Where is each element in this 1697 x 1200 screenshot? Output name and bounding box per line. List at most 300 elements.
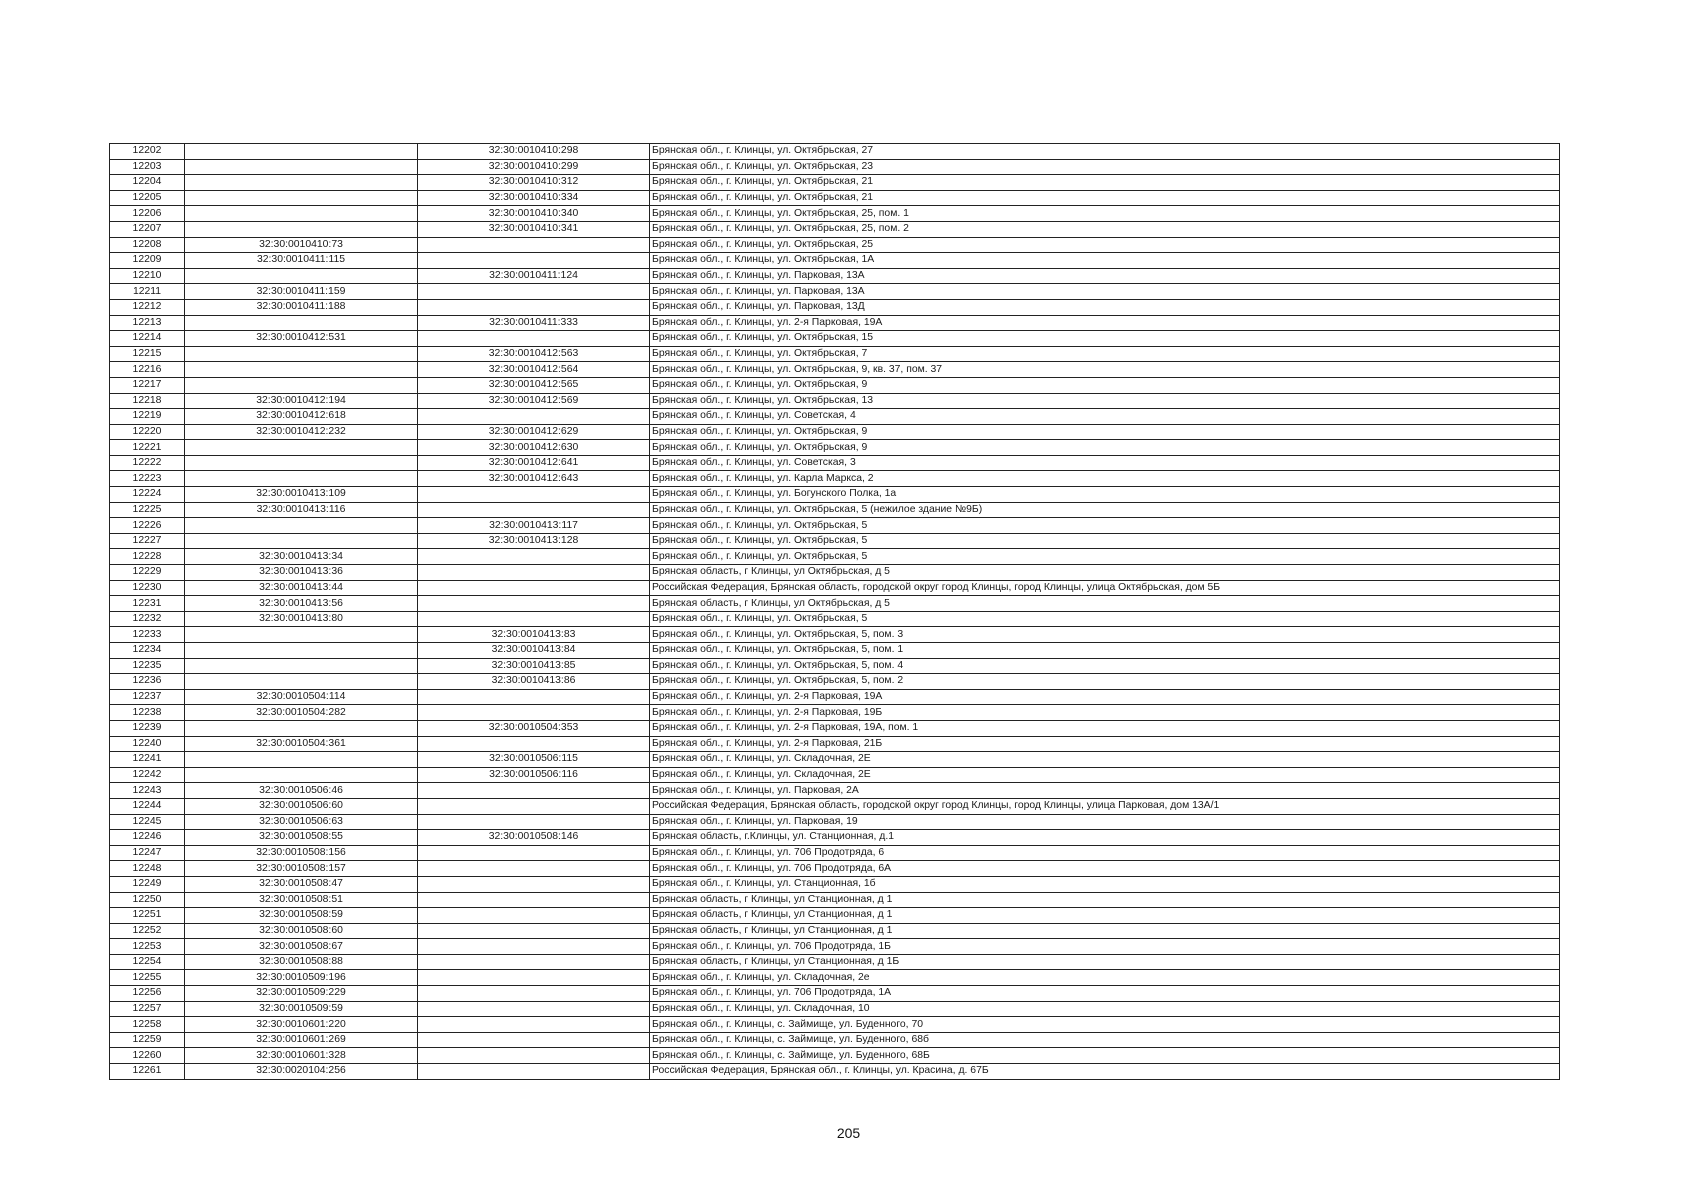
address-cell: Брянская обл., г. Клинцы, ул. Октябрьская, 9 [650, 424, 1560, 440]
address-cell: Российская Федерация, Брянская область, городской округ город Клинцы, город Клинцы, улица Октябрьская, дом 5Б [650, 580, 1560, 596]
registry-table-body [110, 144, 1560, 1080]
table-row [110, 970, 1560, 986]
address-cell: Брянская обл., г. Клинцы, ул. Складочная, 2Е [650, 752, 1560, 768]
building-cadastral-number-cell [418, 736, 650, 752]
land-cadastral-number-cell: 32:30:0010508:156 [185, 845, 418, 861]
building-cadastral-number-cell: 32:30:0010412:641 [418, 455, 650, 471]
address-cell: Брянская обл., г. Клинцы, ул. Октябрьская, 25, пом. 1 [650, 206, 1560, 222]
building-cadastral-number-cell: 32:30:0010412:564 [418, 362, 650, 378]
table-row [110, 939, 1560, 955]
land-cadastral-number-cell: 32:30:0010413:44 [185, 580, 418, 596]
land-cadastral-number-cell: 32:30:0010413:56 [185, 596, 418, 612]
table-row [110, 1001, 1560, 1017]
table-row [110, 362, 1560, 378]
table-row [110, 611, 1560, 627]
land-cadastral-number-cell [185, 190, 418, 206]
land-cadastral-number-cell: 32:30:0010412:618 [185, 409, 418, 425]
row-number-cell: 12245 [110, 814, 185, 830]
table-row [110, 377, 1560, 393]
address-cell: Брянская обл., г. Клинцы, ул. Октябрьская, 21 [650, 190, 1560, 206]
row-number-cell: 12231 [110, 596, 185, 612]
row-number-cell: 12251 [110, 908, 185, 924]
land-cadastral-number-cell: 32:30:0010412:194 [185, 393, 418, 409]
address-cell: Брянская обл., г. Клинцы, ул. Октябрьская, 21 [650, 175, 1560, 191]
land-cadastral-number-cell [185, 377, 418, 393]
row-number-cell: 12259 [110, 1032, 185, 1048]
land-cadastral-number-cell [185, 455, 418, 471]
building-cadastral-number-cell: 32:30:0010410:299 [418, 159, 650, 175]
building-cadastral-number-cell: 32:30:0010413:117 [418, 518, 650, 534]
table-row [110, 892, 1560, 908]
building-cadastral-number-cell [418, 892, 650, 908]
table-row [110, 487, 1560, 503]
table-row [110, 206, 1560, 222]
land-cadastral-number-cell: 32:30:0010601:269 [185, 1032, 418, 1048]
building-cadastral-number-cell [418, 502, 650, 518]
building-cadastral-number-cell: 32:30:0010506:115 [418, 752, 650, 768]
building-cadastral-number-cell: 32:30:0010413:84 [418, 643, 650, 659]
land-cadastral-number-cell: 32:30:0010506:60 [185, 798, 418, 814]
land-cadastral-number-cell: 32:30:0010413:116 [185, 502, 418, 518]
land-cadastral-number-cell [185, 315, 418, 331]
land-cadastral-number-cell: 32:30:0010508:51 [185, 892, 418, 908]
table-row [110, 190, 1560, 206]
address-cell: Брянская обл., г. Клинцы, ул. Октябрьская, 5, пом. 3 [650, 627, 1560, 643]
address-cell: Брянская обл., г. Клинцы, ул. 2-я Парковая, 19Б [650, 705, 1560, 721]
land-cadastral-number-cell: 32:30:0010504:361 [185, 736, 418, 752]
table-row [110, 814, 1560, 830]
row-number-cell: 12223 [110, 471, 185, 487]
address-cell: Брянская обл., г. Клинцы, ул. Октябрьская, 23 [650, 159, 1560, 175]
row-number-cell: 12244 [110, 798, 185, 814]
building-cadastral-number-cell: 32:30:0010506:116 [418, 767, 650, 783]
table-row [110, 752, 1560, 768]
row-number-cell: 12215 [110, 346, 185, 362]
row-number-cell: 12248 [110, 861, 185, 877]
table-row [110, 268, 1560, 284]
table-row [110, 798, 1560, 814]
address-cell: Брянская обл., г. Клинцы, ул. Октябрьская, 9, кв. 37, пом. 37 [650, 362, 1560, 378]
building-cadastral-number-cell: 32:30:0010412:643 [418, 471, 650, 487]
table-row [110, 783, 1560, 799]
building-cadastral-number-cell: 32:30:0010412:565 [418, 377, 650, 393]
row-number-cell: 12255 [110, 970, 185, 986]
building-cadastral-number-cell [418, 1017, 650, 1033]
row-number-cell: 12208 [110, 237, 185, 253]
row-number-cell: 12212 [110, 299, 185, 315]
row-number-cell: 12230 [110, 580, 185, 596]
row-number-cell: 12256 [110, 986, 185, 1002]
address-cell: Брянская обл., г. Клинцы, ул. 706 Продотряда, 6А [650, 861, 1560, 877]
land-cadastral-number-cell: 32:30:0010509:196 [185, 970, 418, 986]
land-cadastral-number-cell [185, 627, 418, 643]
row-number-cell: 12257 [110, 1001, 185, 1017]
table-row [110, 767, 1560, 783]
table-row [110, 424, 1560, 440]
table-row [110, 596, 1560, 612]
building-cadastral-number-cell [418, 876, 650, 892]
row-number-cell: 12260 [110, 1048, 185, 1064]
building-cadastral-number-cell: 32:30:0010412:563 [418, 346, 650, 362]
table-row [110, 440, 1560, 456]
land-cadastral-number-cell: 32:30:0010410:73 [185, 237, 418, 253]
land-cadastral-number-cell [185, 518, 418, 534]
table-row [110, 175, 1560, 191]
land-cadastral-number-cell: 32:30:0010508:55 [185, 830, 418, 846]
table-row [110, 471, 1560, 487]
address-cell: Брянская область, г Клинцы, ул Станционная, д 1 [650, 892, 1560, 908]
table-row [110, 299, 1560, 315]
land-cadastral-number-cell: 32:30:0010509:229 [185, 986, 418, 1002]
table-row [110, 845, 1560, 861]
building-cadastral-number-cell [418, 939, 650, 955]
building-cadastral-number-cell: 32:30:0010412:630 [418, 440, 650, 456]
table-row [110, 954, 1560, 970]
table-row [110, 705, 1560, 721]
row-number-cell: 12219 [110, 409, 185, 425]
table-row [110, 923, 1560, 939]
row-number-cell: 12242 [110, 767, 185, 783]
address-cell: Брянская обл., г. Клинцы, ул. Станционная, 1б [650, 876, 1560, 892]
address-cell: Брянская обл., г. Клинцы, ул. Октябрьская, 5 (нежилое здание №9Б) [650, 502, 1560, 518]
building-cadastral-number-cell: 32:30:0010410:298 [418, 144, 650, 160]
address-cell: Брянская обл., г. Клинцы, ул. Октябрьская, 15 [650, 331, 1560, 347]
table-row [110, 861, 1560, 877]
building-cadastral-number-cell [418, 1064, 650, 1080]
building-cadastral-number-cell [418, 689, 650, 705]
row-number-cell: 12247 [110, 845, 185, 861]
table-row [110, 736, 1560, 752]
land-cadastral-number-cell: 32:30:0010411:159 [185, 284, 418, 300]
building-cadastral-number-cell: 32:30:0010411:333 [418, 315, 650, 331]
address-cell: Брянская обл., г. Клинцы, ул. Октябрьская, 5, пом. 4 [650, 658, 1560, 674]
table-row [110, 409, 1560, 425]
row-number-cell: 12204 [110, 175, 185, 191]
address-cell: Российская Федерация, Брянская обл., г. Клинцы, ул. Красина, д. 67Б [650, 1064, 1560, 1080]
row-number-cell: 12239 [110, 720, 185, 736]
row-number-cell: 12224 [110, 487, 185, 503]
address-cell: Брянская обл., г. Клинцы, ул. 706 Продотряда, 1А [650, 986, 1560, 1002]
land-cadastral-number-cell: 32:30:0010508:88 [185, 954, 418, 970]
building-cadastral-number-cell [418, 705, 650, 721]
table-row [110, 549, 1560, 565]
land-cadastral-number-cell: 32:30:0010413:34 [185, 549, 418, 565]
row-number-cell: 12205 [110, 190, 185, 206]
land-cadastral-number-cell: 32:30:0010412:531 [185, 331, 418, 347]
land-cadastral-number-cell: 32:30:0010506:63 [185, 814, 418, 830]
row-number-cell: 12241 [110, 752, 185, 768]
table-row [110, 331, 1560, 347]
land-cadastral-number-cell: 32:30:0010601:220 [185, 1017, 418, 1033]
land-cadastral-number-cell: 32:30:0010508:60 [185, 923, 418, 939]
land-cadastral-number-cell [185, 720, 418, 736]
table-row [110, 565, 1560, 581]
building-cadastral-number-cell: 32:30:0010412:629 [418, 424, 650, 440]
address-cell: Брянская обл., г. Клинцы, ул. Парковая, 13А [650, 268, 1560, 284]
land-cadastral-number-cell [185, 221, 418, 237]
building-cadastral-number-cell [418, 596, 650, 612]
building-cadastral-number-cell: 32:30:0010410:340 [418, 206, 650, 222]
building-cadastral-number-cell: 32:30:0010508:146 [418, 830, 650, 846]
address-cell: Брянская область, г Клинцы, ул Октябрьская, д 5 [650, 565, 1560, 581]
address-cell: Брянская обл., г. Клинцы, ул. 2-я Парковая, 19А [650, 689, 1560, 705]
address-cell: Брянская обл., г. Клинцы, ул. Октябрьская, 1А [650, 253, 1560, 269]
building-cadastral-number-cell [418, 237, 650, 253]
table-row [110, 658, 1560, 674]
table-row [110, 253, 1560, 269]
row-number-cell: 12202 [110, 144, 185, 160]
page-number: 205 [836, 1125, 861, 1141]
address-cell: Брянская обл., г. Клинцы, ул. Складочная, 2е [650, 970, 1560, 986]
land-cadastral-number-cell: 32:30:0010411:115 [185, 253, 418, 269]
building-cadastral-number-cell: 32:30:0010410:334 [418, 190, 650, 206]
row-number-cell: 12214 [110, 331, 185, 347]
table-row [110, 455, 1560, 471]
address-cell: Брянская область, г Клинцы, ул Станционная, д 1Б [650, 954, 1560, 970]
row-number-cell: 12203 [110, 159, 185, 175]
land-cadastral-number-cell [185, 159, 418, 175]
table-row [110, 643, 1560, 659]
table-row [110, 518, 1560, 534]
address-cell: Брянская обл., г. Клинцы, ул. Октябрьская, 25 [650, 237, 1560, 253]
land-cadastral-number-cell [185, 206, 418, 222]
building-cadastral-number-cell [418, 970, 650, 986]
row-number-cell: 12252 [110, 923, 185, 939]
address-cell: Брянская обл., г. Клинцы, с. Займище, ул. Буденного, 70 [650, 1017, 1560, 1033]
building-cadastral-number-cell [418, 845, 650, 861]
table-row [110, 580, 1560, 596]
row-number-cell: 12258 [110, 1017, 185, 1033]
building-cadastral-number-cell [418, 409, 650, 425]
address-cell: Брянская обл., г. Клинцы, ул. Богунского Полка, 1а [650, 487, 1560, 503]
land-cadastral-number-cell: 32:30:0010413:36 [185, 565, 418, 581]
address-cell: Брянская обл., г. Клинцы, ул. Октябрьская, 5 [650, 611, 1560, 627]
building-cadastral-number-cell: 32:30:0010412:569 [418, 393, 650, 409]
address-cell: Брянская обл., г. Клинцы, ул. Карла Маркса, 2 [650, 471, 1560, 487]
address-cell: Брянская обл., г. Клинцы, ул. Складочная, 10 [650, 1001, 1560, 1017]
table-row [110, 689, 1560, 705]
building-cadastral-number-cell [418, 611, 650, 627]
row-number-cell: 12261 [110, 1064, 185, 1080]
land-cadastral-number-cell: 32:30:0010509:59 [185, 1001, 418, 1017]
table-row [110, 393, 1560, 409]
building-cadastral-number-cell [418, 908, 650, 924]
address-cell: Брянская обл., г. Клинцы, ул. Парковая, 13Д [650, 299, 1560, 315]
address-cell: Брянская обл., г. Клинцы, с. Займище, ул. Буденного, 68Б [650, 1048, 1560, 1064]
land-cadastral-number-cell [185, 144, 418, 160]
table-row [110, 533, 1560, 549]
land-cadastral-number-cell [185, 533, 418, 549]
table-row [110, 1017, 1560, 1033]
building-cadastral-number-cell: 32:30:0010413:86 [418, 674, 650, 690]
building-cadastral-number-cell [418, 299, 650, 315]
address-cell: Брянская обл., г. Клинцы, ул. Октябрьская, 5 [650, 533, 1560, 549]
building-cadastral-number-cell [418, 798, 650, 814]
building-cadastral-number-cell [418, 331, 650, 347]
table-row [110, 830, 1560, 846]
row-number-cell: 12222 [110, 455, 185, 471]
land-cadastral-number-cell: 32:30:0010506:46 [185, 783, 418, 799]
address-cell: Брянская обл., г. Клинцы, ул. Октябрьская, 5, пом. 2 [650, 674, 1560, 690]
building-cadastral-number-cell: 32:30:0010410:341 [418, 221, 650, 237]
land-cadastral-number-cell: 32:30:0010508:67 [185, 939, 418, 955]
land-cadastral-number-cell: 32:30:0010508:47 [185, 876, 418, 892]
building-cadastral-number-cell [418, 986, 650, 1002]
address-cell: Брянская обл., г. Клинцы, ул. Октябрьская, 5 [650, 518, 1560, 534]
land-cadastral-number-cell: 32:30:0010504:114 [185, 689, 418, 705]
building-cadastral-number-cell: 32:30:0010504:353 [418, 720, 650, 736]
building-cadastral-number-cell [418, 1048, 650, 1064]
address-cell: Брянская обл., г. Клинцы, ул. 2-я Парковая, 19А, пом. 1 [650, 720, 1560, 736]
land-cadastral-number-cell: 32:30:0010601:328 [185, 1048, 418, 1064]
address-cell: Брянская обл., г. Клинцы, с. Займище, ул. Буденного, 68б [650, 1032, 1560, 1048]
address-cell: Брянская обл., г. Клинцы, ул. 2-я Парковая, 21Б [650, 736, 1560, 752]
land-cadastral-number-cell [185, 658, 418, 674]
building-cadastral-number-cell [418, 487, 650, 503]
land-cadastral-number-cell [185, 674, 418, 690]
table-row [110, 159, 1560, 175]
address-cell: Брянская обл., г. Клинцы, ул. Советская, 3 [650, 455, 1560, 471]
table-row [110, 315, 1560, 331]
address-cell: Российская Федерация, Брянская область, городской округ город Клинцы, город Клинцы, улица Парковая, дом 13А/1 [650, 798, 1560, 814]
address-cell: Брянская обл., г. Клинцы, ул. 706 Продотряда, 1Б [650, 939, 1560, 955]
table-row [110, 986, 1560, 1002]
table-row [110, 1048, 1560, 1064]
building-cadastral-number-cell [418, 253, 650, 269]
address-cell: Брянская обл., г. Клинцы, ул. 706 Продотряда, 6 [650, 845, 1560, 861]
building-cadastral-number-cell: 32:30:0010413:83 [418, 627, 650, 643]
address-cell: Брянская обл., г. Клинцы, ул. Парковая, 19 [650, 814, 1560, 830]
row-number-cell: 12217 [110, 377, 185, 393]
building-cadastral-number-cell: 32:30:0010413:85 [418, 658, 650, 674]
building-cadastral-number-cell [418, 549, 650, 565]
land-cadastral-number-cell: 32:30:0010413:109 [185, 487, 418, 503]
land-cadastral-number-cell [185, 175, 418, 191]
row-number-cell: 12238 [110, 705, 185, 721]
building-cadastral-number-cell [418, 565, 650, 581]
table-row [110, 284, 1560, 300]
address-cell: Брянская обл., г. Клинцы, ул. Парковая, 13А [650, 284, 1560, 300]
row-number-cell: 12211 [110, 284, 185, 300]
building-cadastral-number-cell [418, 284, 650, 300]
table-row [110, 908, 1560, 924]
row-number-cell: 12209 [110, 253, 185, 269]
building-cadastral-number-cell [418, 580, 650, 596]
address-cell: Брянская обл., г. Клинцы, ул. Октябрьская, 9 [650, 377, 1560, 393]
building-cadastral-number-cell: 32:30:0010413:128 [418, 533, 650, 549]
row-number-cell: 12220 [110, 424, 185, 440]
land-cadastral-number-cell [185, 471, 418, 487]
row-number-cell: 12243 [110, 783, 185, 799]
table-row [110, 1032, 1560, 1048]
land-cadastral-number-cell: 32:30:0010508:59 [185, 908, 418, 924]
row-number-cell: 12227 [110, 533, 185, 549]
land-cadastral-number-cell: 32:30:0010508:157 [185, 861, 418, 877]
address-cell: Брянская обл., г. Клинцы, ул. Октябрьская, 25, пом. 2 [650, 221, 1560, 237]
row-number-cell: 12234 [110, 643, 185, 659]
land-cadastral-number-cell: 32:30:0010504:282 [185, 705, 418, 721]
building-cadastral-number-cell [418, 954, 650, 970]
table-row [110, 237, 1560, 253]
land-cadastral-number-cell [185, 752, 418, 768]
row-number-cell: 12226 [110, 518, 185, 534]
row-number-cell: 12216 [110, 362, 185, 378]
building-cadastral-number-cell [418, 814, 650, 830]
address-cell: Брянская обл., г. Клинцы, ул. 2-я Парковая, 19А [650, 315, 1560, 331]
address-cell: Брянская обл., г. Клинцы, ул. Складочная, 2Е [650, 767, 1560, 783]
row-number-cell: 12232 [110, 611, 185, 627]
table-row [110, 502, 1560, 518]
table-row [110, 221, 1560, 237]
row-number-cell: 12235 [110, 658, 185, 674]
table-row [110, 876, 1560, 892]
address-cell: Брянская обл., г. Клинцы, ул. Октябрьская, 9 [650, 440, 1560, 456]
table-row [110, 346, 1560, 362]
land-cadastral-number-cell: 32:30:0010413:80 [185, 611, 418, 627]
building-cadastral-number-cell [418, 923, 650, 939]
address-cell: Брянская обл., г. Клинцы, ул. Октябрьская, 7 [650, 346, 1560, 362]
address-cell: Брянская обл., г. Клинцы, ул. Советская, 4 [650, 409, 1560, 425]
row-number-cell: 12218 [110, 393, 185, 409]
row-number-cell: 12229 [110, 565, 185, 581]
building-cadastral-number-cell [418, 1032, 650, 1048]
registry-table [109, 143, 1560, 1080]
address-cell: Брянская область, г Клинцы, ул Станционная, д 1 [650, 908, 1560, 924]
row-number-cell: 12207 [110, 221, 185, 237]
address-cell: Брянская область, г.Клинцы, ул. Станционная, д.1 [650, 830, 1560, 846]
row-number-cell: 12228 [110, 549, 185, 565]
row-number-cell: 12206 [110, 206, 185, 222]
table-row [110, 720, 1560, 736]
land-cadastral-number-cell [185, 362, 418, 378]
building-cadastral-number-cell [418, 783, 650, 799]
address-cell: Брянская обл., г. Клинцы, ул. Октябрьская, 5 [650, 549, 1560, 565]
land-cadastral-number-cell: 32:30:0010411:188 [185, 299, 418, 315]
row-number-cell: 12225 [110, 502, 185, 518]
address-cell: Брянская обл., г. Клинцы, ул. Парковая, 2А [650, 783, 1560, 799]
table-row [110, 144, 1560, 160]
land-cadastral-number-cell [185, 440, 418, 456]
table-row [110, 627, 1560, 643]
row-number-cell: 12213 [110, 315, 185, 331]
building-cadastral-number-cell: 32:30:0010410:312 [418, 175, 650, 191]
row-number-cell: 12246 [110, 830, 185, 846]
table-row [110, 1064, 1560, 1080]
row-number-cell: 12249 [110, 876, 185, 892]
building-cadastral-number-cell [418, 1001, 650, 1017]
land-cadastral-number-cell [185, 643, 418, 659]
row-number-cell: 12221 [110, 440, 185, 456]
building-cadastral-number-cell: 32:30:0010411:124 [418, 268, 650, 284]
address-cell: Брянская обл., г. Клинцы, ул. Октябрьская, 13 [650, 393, 1560, 409]
row-number-cell: 12253 [110, 939, 185, 955]
row-number-cell: 12250 [110, 892, 185, 908]
building-cadastral-number-cell [418, 861, 650, 877]
land-cadastral-number-cell [185, 268, 418, 284]
address-cell: Брянская обл., г. Клинцы, ул. Октябрьская, 5, пом. 1 [650, 643, 1560, 659]
land-cadastral-number-cell [185, 767, 418, 783]
row-number-cell: 12210 [110, 268, 185, 284]
row-number-cell: 12240 [110, 736, 185, 752]
land-cadastral-number-cell: 32:30:0020104:256 [185, 1064, 418, 1080]
row-number-cell: 12233 [110, 627, 185, 643]
table-row [110, 674, 1560, 690]
row-number-cell: 12254 [110, 954, 185, 970]
address-cell: Брянская обл., г. Клинцы, ул. Октябрьская, 27 [650, 144, 1560, 160]
land-cadastral-number-cell [185, 346, 418, 362]
land-cadastral-number-cell: 32:30:0010412:232 [185, 424, 418, 440]
row-number-cell: 12236 [110, 674, 185, 690]
